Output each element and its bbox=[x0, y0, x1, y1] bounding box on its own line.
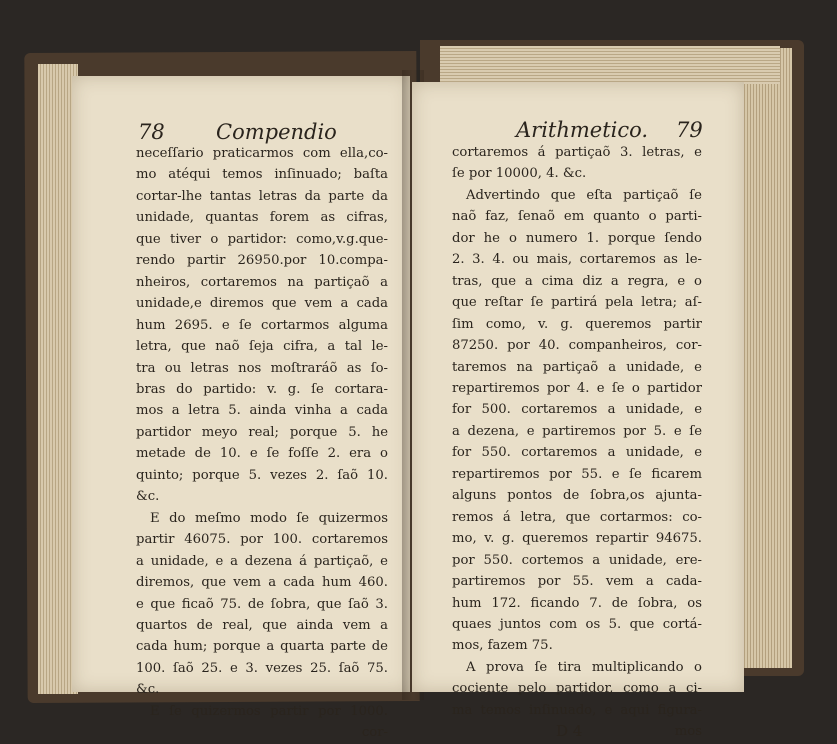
text-line: quinto; porque 5. vezes 2. ſaõ 10. bbox=[136, 467, 388, 483]
text-line: cortar-lhe tantas letras da parte da bbox=[136, 188, 388, 204]
text-line: cada hum; porque a quarta parte de bbox=[136, 639, 388, 655]
text-line: quaes juntos com os 5. que cortá- bbox=[452, 616, 702, 632]
text-line: partir 46075. por 100. cortaremos bbox=[136, 532, 388, 548]
running-head-right: Arithmetico. bbox=[516, 118, 649, 142]
text-line: neceſſario praticarmos com ella,co- bbox=[136, 146, 388, 161]
text-line: naõ faz, ſenaõ em quanto o parti- bbox=[452, 209, 702, 225]
text-line: 2. 3. 4. ou mais, cortaremos as le- bbox=[452, 252, 702, 268]
text-line: partiremos por 55. vem a cada- bbox=[452, 574, 702, 590]
text-line: letra, que naõ ſeja cifra, a tal le- bbox=[136, 339, 388, 355]
text-line: for 550. cortaremos a unidade, e bbox=[452, 445, 702, 461]
text-line: cortaremos á partiçaõ 3. letras, e bbox=[452, 145, 702, 160]
left-page bbox=[72, 76, 410, 741]
text-line: ma temos inſinuado, e aqui figura- bbox=[452, 702, 702, 718]
catchword-left: cor- bbox=[361, 725, 388, 741]
text-line: e que ficaõ 75. de ſobra, que ſaõ 3. bbox=[136, 596, 388, 612]
text-line: mo atéqui temos inſinuado; baſta bbox=[136, 167, 388, 183]
signature-mark: D 4 bbox=[556, 722, 583, 741]
running-head-left: Compendio bbox=[216, 120, 337, 144]
text-line: quartos de real, que ainda vem a bbox=[136, 617, 388, 633]
text-line: mos, fazem 75. bbox=[452, 638, 553, 654]
text-line: que tiver o partidor: como,v.g.que- bbox=[136, 231, 388, 247]
text-line: a unidade, e a dezena á partiçaõ, e bbox=[136, 553, 388, 569]
text-line: metade de 10. e ſe foſſe 2. era o bbox=[136, 446, 388, 462]
text-line: Advertindo que eſta partiçaõ ſe bbox=[466, 187, 702, 203]
text-line: hum 2695. e ſe cortarmos alguma bbox=[136, 317, 388, 333]
right-page-text bbox=[452, 142, 702, 743]
text-line: repartiremos por 4. e ſe o partidor bbox=[452, 380, 702, 396]
text-line: for 500. cortaremos a unidade, e bbox=[452, 402, 702, 418]
text-line: hum 172. ficando 7. de ſobra, os bbox=[452, 595, 702, 611]
text-line: unidade,e diremos que vem a cada bbox=[136, 296, 388, 312]
catchword-right: mos bbox=[674, 724, 702, 740]
text-line: unidade, quantas forem as cifras, bbox=[136, 210, 388, 226]
page-number-right: 79 bbox=[676, 118, 703, 142]
text-line: tra ou letras nos moſtraráõ as ſo- bbox=[136, 360, 388, 376]
right-page-edges bbox=[742, 48, 792, 668]
text-line: mos a letra 5. ainda vinha a cada bbox=[136, 403, 388, 419]
text-line: bras do partido: v. g. ſe cortara- bbox=[136, 381, 388, 397]
text-line: taremos na partiçaõ a unidade, e bbox=[452, 359, 702, 375]
text-line: 87250. por 40. companheiros, cor- bbox=[452, 338, 702, 354]
text-line: partidor meyo real; porque 5. he bbox=[136, 424, 388, 440]
text-line: ſim como, v. g. queremos partir bbox=[452, 316, 702, 332]
text-line: A prova ſe tira multiplicando o bbox=[466, 659, 702, 675]
left-page-text bbox=[136, 143, 388, 744]
text-line: que reſtar ſe partirá pela letra; aſ- bbox=[452, 295, 702, 311]
text-line: a dezena, e partiremos por 5. e ſe bbox=[452, 423, 702, 439]
text-line: mo, v. g. queremos repartir 94675. bbox=[452, 531, 702, 547]
signature-row bbox=[452, 721, 702, 742]
top-page-edges bbox=[440, 46, 780, 84]
text-line: ſe por 10000, 4. &c. bbox=[452, 166, 587, 182]
text-line: diremos, que vem a cada hum 460. bbox=[136, 575, 388, 591]
text-line: 100. ſaõ 25. e 3. vezes 25. ſaõ 75. bbox=[136, 660, 388, 676]
text-line: E ſe quizermos partir por 1000. bbox=[150, 703, 388, 719]
text-line: tras, que a cima diz a regra, e o bbox=[452, 273, 702, 289]
text-line: repartiremos por 55. e ſe ficarem bbox=[452, 466, 702, 482]
text-line: dor he o numero 1. porque ſendo bbox=[452, 230, 702, 246]
text-line: &c. bbox=[136, 682, 160, 698]
text-line: remos á letra, que cortarmos: co- bbox=[452, 509, 702, 525]
page-number-left: 78 bbox=[138, 120, 165, 144]
text-line: E do meſmo modo ſe quizermos bbox=[150, 510, 388, 526]
text-line: &c. bbox=[136, 489, 160, 505]
right-page bbox=[412, 82, 744, 741]
text-line: cociente pelo partidor, como a ci- bbox=[452, 681, 702, 697]
text-line: alguns pontos de ſobra,os ajunta- bbox=[452, 488, 702, 504]
text-line: por 550. cortemos a unidade, ere- bbox=[452, 552, 702, 568]
text-line: rendo partir 26950.por 10.compa- bbox=[136, 253, 388, 269]
text-line: nheiros, cortaremos na partiçaõ a bbox=[136, 274, 388, 290]
